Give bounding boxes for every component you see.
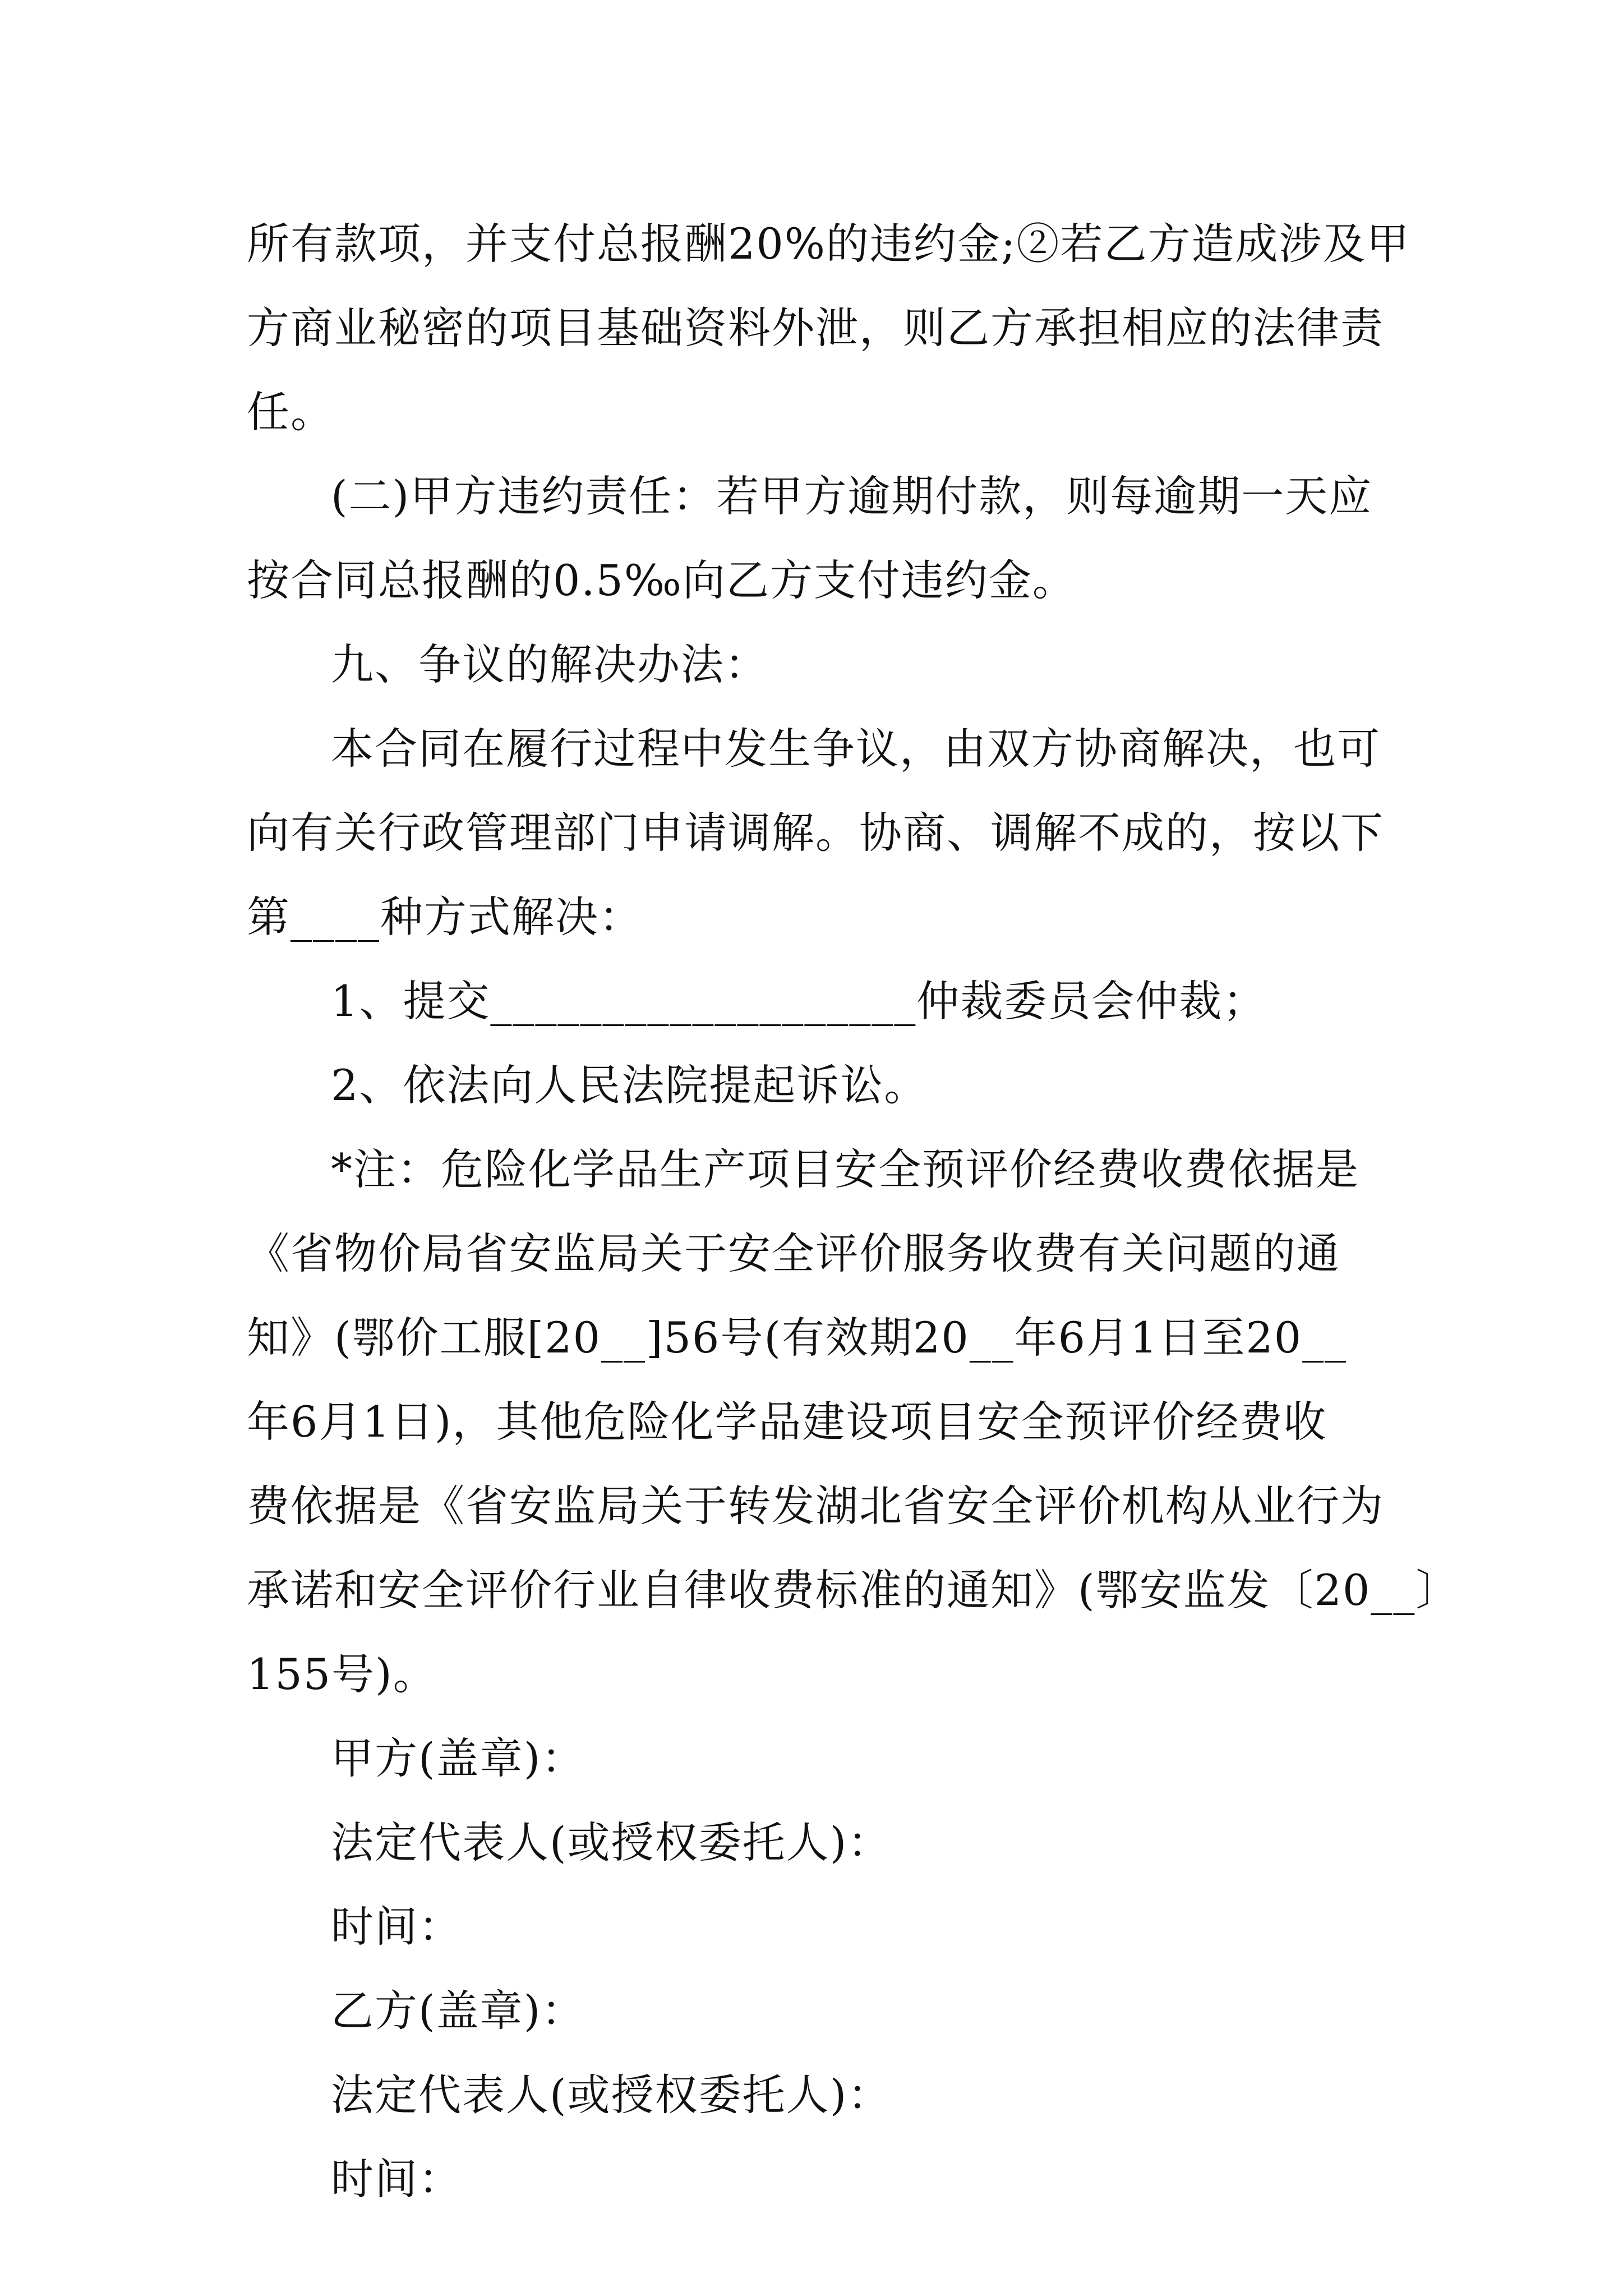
note-line: 知》(鄂价工服[20__]56号(有效期20__年6月1日至20__ xyxy=(247,1313,1348,1363)
document-body xyxy=(247,202,1460,2221)
text-line: 向有关行政管理部门申请调解。协商、调解不成的，按以下 xyxy=(247,808,1384,858)
text-line: 第____种方式解决： xyxy=(247,892,643,942)
signature-field-date-a: 时间： xyxy=(331,1902,462,1952)
note-line: 承诺和安全评价行业自律收费标准的通知》(鄂安监发〔20__〕 xyxy=(247,1565,1460,1615)
section-heading: 九、争议的解决办法： xyxy=(331,639,768,689)
list-item: 1、提交___________________仲裁委员会仲裁； xyxy=(331,976,1267,1026)
signature-field-party-b: 乙方(盖章)： xyxy=(331,1986,585,2036)
signature-field-representative-a: 法定代表人(或授权委托人)： xyxy=(331,1818,892,1867)
note-line: 《省物价局省安监局关于安全评价服务收费有关问题的通 xyxy=(247,1228,1340,1278)
signature-field-representative-b: 法定代表人(或授权委托人)： xyxy=(331,2070,892,2120)
text-line: (二)甲方违约责任：若甲方逾期付款，则每逾期一天应 xyxy=(331,471,1373,521)
text-line: 任。 xyxy=(247,387,334,437)
text-line: 本合同在履行过程中发生争议，由双方协商解决，也可 xyxy=(331,724,1381,774)
note-line: 费依据是《省安监局关于转发湖北省安全评价机构从业行为 xyxy=(247,1481,1384,1531)
text-line: 所有款项，并支付总报酬20%的违约金;②若乙方造成涉及甲 xyxy=(247,219,1410,269)
text-line: 方商业秘密的项目基础资料外泄，则乙方承担相应的法律责 xyxy=(247,303,1384,353)
list-item: 2、依法向人民法院提起诉讼。 xyxy=(331,1060,928,1110)
text-line: 按合同总报酬的0.5‰向乙方支付违约金。 xyxy=(247,555,1076,605)
note-line: *注：危险化学品生产项目安全预评价经费收费依据是 xyxy=(331,1144,1359,1194)
note-line: 155号)。 xyxy=(247,1649,437,1699)
signature-field-party-a: 甲方(盖章)： xyxy=(331,1733,585,1783)
note-line: 年6月1日)，其他危险化学品建设项目安全预评价经费收 xyxy=(247,1397,1327,1447)
signature-field-date-b: 时间： xyxy=(331,2154,462,2204)
